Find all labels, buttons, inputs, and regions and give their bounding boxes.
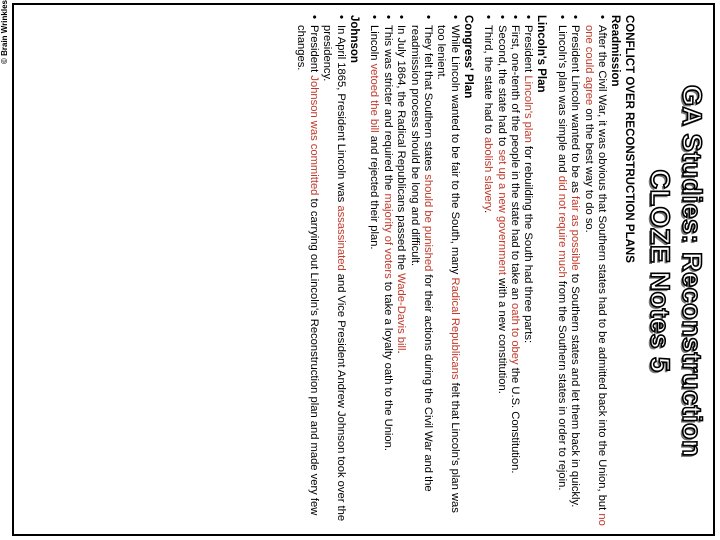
answer-text: Lincoln's plan bbox=[521, 74, 534, 143]
answer-text: abolish slavery bbox=[481, 136, 494, 210]
list-item: • President Lincoln wanted to be as fair as possible to Southern states and let them back in quickly. bbox=[567, 15, 580, 527]
answer-text: assassinated bbox=[334, 204, 347, 271]
list-item: • In April 1865, President Lincoln was assassinated and Vice President Andrew Johnson took over the presidency. bbox=[320, 15, 347, 527]
section-heading: Lincoln's Plan bbox=[534, 14, 547, 92]
section-heading: Congress' Plan bbox=[461, 14, 474, 98]
list-item: • President Lincoln's plan for rebuilding the South had three parts: bbox=[520, 15, 533, 527]
answer-text: Radical Republicans bbox=[448, 276, 461, 379]
answer-text: no one could agree bbox=[582, 24, 608, 526]
section-heading: Johnson bbox=[347, 14, 360, 63]
credit-text: © Brain Wrinkles bbox=[0, 0, 9, 64]
section-johnson bbox=[293, 15, 361, 527]
answer-text: fair as possible bbox=[568, 195, 581, 271]
list-item: • After the Civil War, it was obvious that Southern states had to be admitted back into the Union, but no one could agree on the best way to do so. bbox=[581, 15, 608, 527]
list-item: • In July 1864, the Radical Republicans passed the Wade-Davis bill. bbox=[393, 15, 406, 527]
bullet-list bbox=[293, 15, 347, 527]
section-readmission bbox=[554, 15, 636, 527]
list-item: • Third, the state had to abolish slavery. bbox=[480, 15, 493, 527]
page-title bbox=[644, 15, 708, 527]
answer-text: majority of voters bbox=[381, 193, 394, 279]
answer-text: vetoed the bill bbox=[367, 63, 380, 133]
answer-text: set up a new government bbox=[495, 148, 508, 275]
answer-text: Wade-Davis bill bbox=[394, 272, 407, 350]
list-item: • President Johnson was committed to carrying out Lincoln's Reconstruction plan and made very few changes. bbox=[293, 15, 320, 527]
section-congress-plan bbox=[366, 15, 474, 527]
section-heading: CONFLICT OVER RECONSTRUCTION PLANS bbox=[622, 14, 635, 263]
answer-text: did not require much bbox=[555, 175, 568, 278]
list-item: • Lincoln vetoed the bill and rejected their plan. bbox=[366, 15, 379, 527]
list-item: • Lincoln's plan was simple and did not require much from the Southern states in order to rejoin. bbox=[554, 15, 567, 527]
bullet-list bbox=[554, 15, 608, 527]
bullet-list bbox=[480, 15, 534, 527]
notes-page bbox=[14, 5, 714, 535]
answer-text: should be punished bbox=[421, 173, 434, 271]
title-line-2: CLOZE Notes 5 bbox=[644, 168, 675, 373]
list-item: • This was stricter and required the majority of voters to take a loyalty oath to the Union. bbox=[380, 15, 393, 527]
section-lincolns-plan bbox=[480, 15, 548, 527]
list-item: • While Lincoln wanted to be fair to the South, many Radical Republicans felt that Lincoln's plan was too lenient. bbox=[433, 15, 460, 527]
list-item: • Second, the state had to set up a new government with a new constitution. bbox=[494, 15, 507, 527]
answer-text: Johnson was committed bbox=[307, 74, 320, 195]
title-line-1: GA Studies: Reconstruction bbox=[676, 84, 707, 457]
section-subheading: Readmission bbox=[608, 14, 621, 87]
list-item: • First, one-tenth of the people in the state had to take an oath to obey the U.S. Constitution. bbox=[507, 15, 520, 527]
bullet-list bbox=[366, 15, 460, 527]
list-item: • They felt that Southern states should be punished for their actions during the Civil War and the readmission process should be long and difficult. bbox=[407, 15, 434, 527]
answer-text: oath to obey bbox=[508, 302, 521, 365]
